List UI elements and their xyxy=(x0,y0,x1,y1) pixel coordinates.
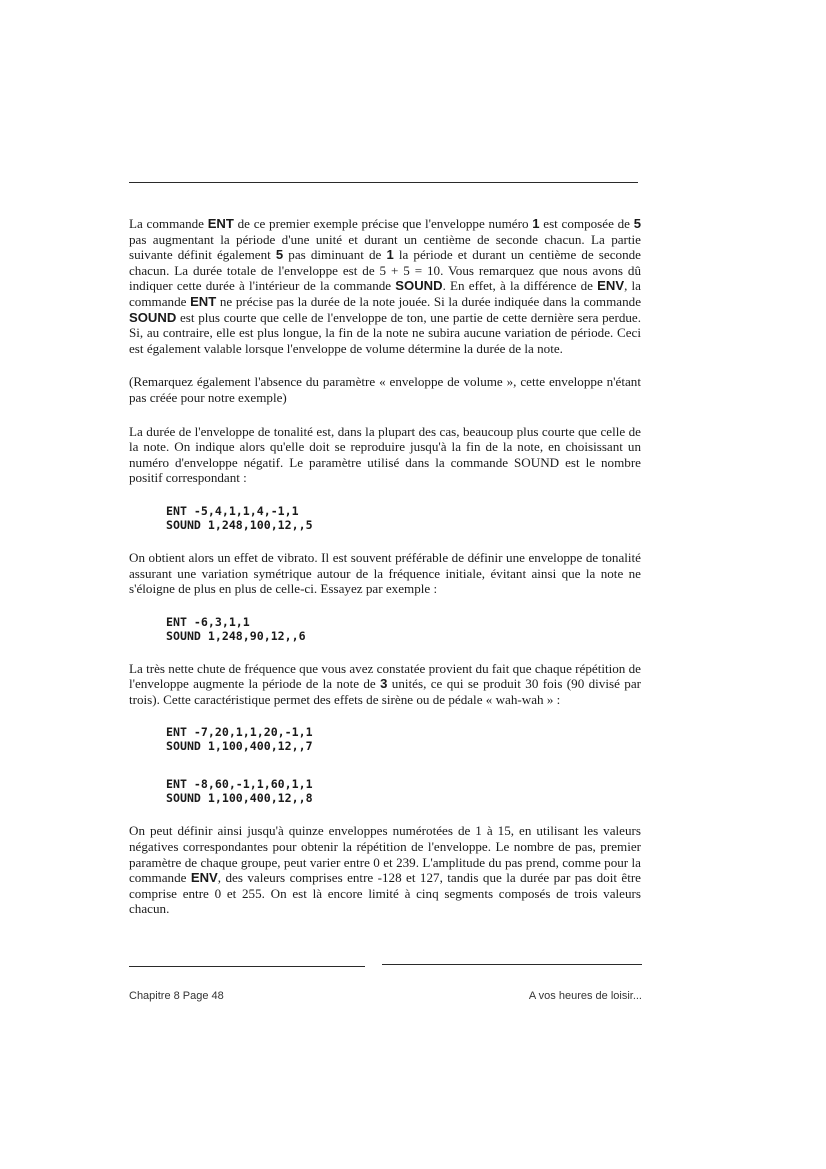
code-line: ENT -6,3,1,1 xyxy=(166,614,250,629)
paragraph-ent-explanation: La commande ENT de ce premier exemple précise que l'enveloppe numéro 1 est composée de 5 pas augmentant la période d'une unité et durant un centième de seconde chacun. La partie suivante définit également 5 pas diminuant de 1 la période et durant un centième de seconde chacun. La durée totale de l'enveloppe est de 5 + 5 = 10. Vous remarquez que nous avons dû indiquer cette durée à l'intérieur de la commande SOUND. En effet, à la différence de ENV, la commande ENT ne précise pas la durée de la note jouée. Si la durée indiquée dans la commande SOUND est plus courte que celle de l'enveloppe de ton, une partie de cette dernière sera perdue. Si, au contraire, elle est plus longue, la fin de la note ne subira aucune variation de période. Ceci est également valable lorsque l'enveloppe de volume détermine la durée de la note. xyxy=(129,216,642,356)
code-line: SOUND 1,248,90,12,,6 xyxy=(166,628,306,643)
code-line: ENT -8,60,-1,1,60,1,1 xyxy=(166,777,313,792)
footer-rule-left xyxy=(129,966,365,967)
code-line: SOUND 1,100,400,12,,7 xyxy=(166,739,313,754)
code-block-symmetric xyxy=(166,615,641,643)
code-block-vibrato xyxy=(166,504,641,532)
footer-chapter-page: Chapitre 8 Page 48 xyxy=(129,990,224,1002)
paragraph-tone-envelope: La durée de l'enveloppe de tonalité est, dans la plupart des cas, beaucoup plus courte que celle de la note. On indique alors qu'elle doit se reproduire jusqu'à la fin de la note, en choisissant un numéro d'enveloppe négatif. Le paramètre utilisé dans la commande SOUND est le nombre positif correspondant : xyxy=(129,423,641,486)
code-line: SOUND 1,100,400,12,,8 xyxy=(166,791,313,806)
header-rule xyxy=(129,182,638,183)
code-line: ENT -5,4,1,1,4,-1,1 xyxy=(166,503,299,518)
code-block-wahwah xyxy=(166,777,641,805)
paragraph-remark: (Remarquez également l'absence du paramètre « enveloppe de volume », cette enveloppe n'étant pas créée pour notre exemple) xyxy=(129,374,641,405)
paragraph-vibrato: On obtient alors un effet de vibrato. Il est souvent préférable de définir une enveloppe de tonalité assurant une variation symétrique autour de la fréquence initiale, évitant ainsi que la note ne s'éloigne de plus en plus de celle-ci. Essayez par exemple : xyxy=(129,549,641,597)
code-line: SOUND 1,248,100,12,,5 xyxy=(166,517,313,532)
code-block-siren xyxy=(166,725,641,753)
paragraph-frequency-drop: La très nette chute de fréquence que vous avez constatée provient du fait que chaque répétition de l'enveloppe augmente la période de la note de 3 unités, ce qui se produit 30 fois (90 divisé par trois). Cette caractéristique permet des effets de sirène ou de pédale « wah-wah » : xyxy=(129,660,641,707)
paragraph-envelope-limits: On peut définir ainsi jusqu'à quinze enveloppes numérotées de 1 à 15, en utilisant les valeurs négatives correspondantes pour obtenir la répétition de l'enveloppe. Le nombre de pas, premier paramètre de chaque groupe, peut varier entre 0 et 239. L'amplitude du pas prend, comme pour la commande ENV, des valeurs comprises entre -128 et 127, tandis que la durée par pas doit être comprise entre 0 et 255. On est là encore limité à cinq segments composés de trois valeurs chacun. xyxy=(129,823,641,917)
code-line: ENT -7,20,1,1,20,-1,1 xyxy=(166,725,313,740)
footer-rule-right xyxy=(382,964,642,965)
page-body xyxy=(129,216,641,935)
footer-section-title: A vos heures de loisir... xyxy=(528,990,642,1002)
